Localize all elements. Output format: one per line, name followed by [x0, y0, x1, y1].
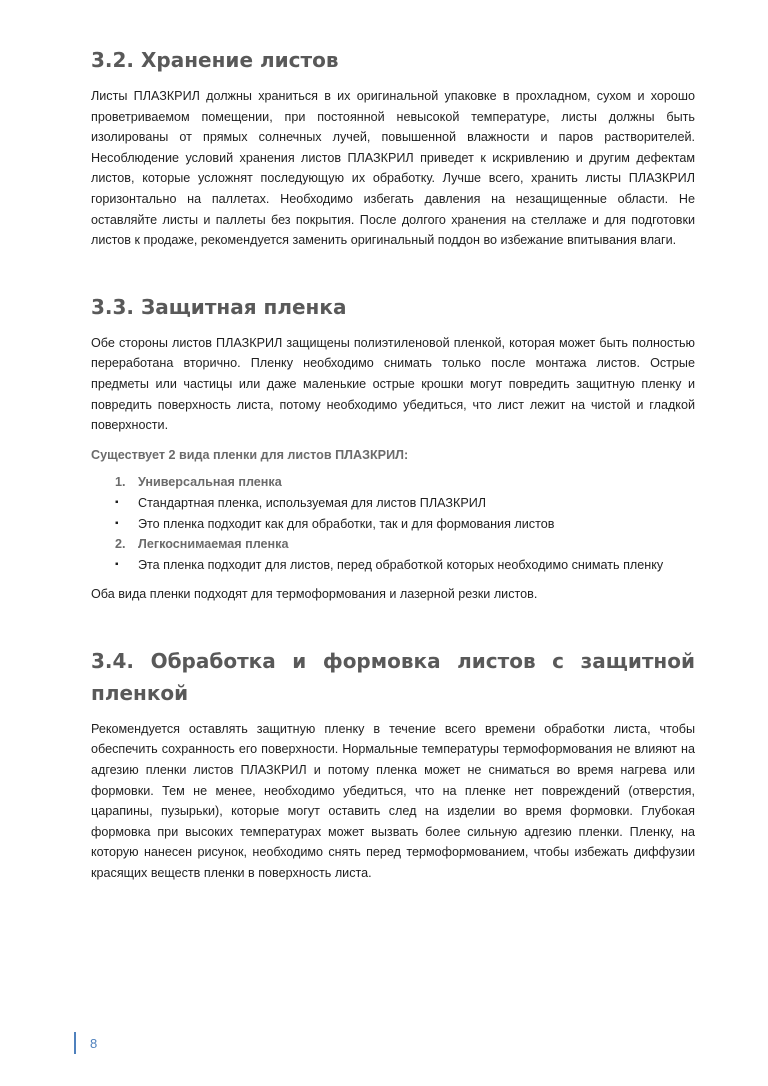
list-number: 2.	[115, 537, 126, 552]
page-footer	[74, 1032, 97, 1054]
list-item-text: Стандартная пленка, используемая для листов ПЛАЗКРИЛ	[138, 495, 487, 510]
square-bullet-icon: ▪	[115, 558, 119, 570]
section-heading-protective-film: 3.3. Защитная пленка	[91, 294, 347, 319]
section-heading-storage: 3.2. Хранение листов	[91, 48, 339, 72]
list-item	[91, 555, 695, 576]
list-item	[91, 514, 695, 535]
page-number: 8	[90, 1035, 98, 1051]
list-item-text: Это пленка подходит как для обработки, так и для формования листов	[138, 516, 555, 531]
square-bullet-icon: ▪	[115, 517, 119, 529]
square-bullet-icon: ▪	[115, 496, 119, 508]
section-heading-processing: 3.4. Обработка и формовка листов с защитной пленкой	[91, 648, 695, 705]
footer-accent-bar	[74, 1032, 76, 1054]
section-paragraph-protective-film: Обе стороны листов ПЛАЗКРИЛ защищены полиэтиленовой пленкой, которая может быть полностью переработана вторично. Пленку необходимо снимать только после монтажа листов. Острые предметы или частицы или даже маленькие острые крошки могут повредить защитную пленку и повредить поверхность листа, потому необходимо убедиться, что лист лежит на чистой и гладкой поверхности.	[91, 335, 695, 433]
film-types-list	[91, 472, 695, 575]
list-item-text: Легкоснимаемая пленка	[138, 537, 289, 552]
list-item-text: Универсальная пленка	[138, 475, 282, 490]
section-paragraph-processing: Рекомендуется оставлять защитную пленку в течение всего времени обработки листа, чтобы обеспечить сохранность его поверхности. Нормальные температуры термоформования не влияют на адгезию пленки листов ПЛАЗКРИЛ и потому пленка может не сниматься во время нагрева или формовки. Тем не менее, необходимо убедиться, что на пленке нет повреждений (отверстия, царапины, пузырьки), которые могут оставить след на изделии во время формовки. Глубокая формовка при высоких температурах может вызвать более сильную адгезию пленки. Пленку, на которую нанесен рисунок, необходимо снять перед термоформованием, чтобы избежать диффузии красящих веществ пленки в поверхность листа.	[91, 721, 695, 881]
list-item-text: Эта пленка подходит для листов, перед обработкой которых необходимо снимать пленку	[138, 557, 664, 572]
list-number: 1.	[115, 475, 126, 490]
film-types-subheading: Существует 2 вида пленки для листов ПЛАЗКРИЛ:	[91, 447, 409, 462]
film-types-closing: Оба вида пленки подходят для термоформования и лазерной резки листов.	[91, 587, 538, 602]
list-item	[91, 493, 695, 514]
list-item	[91, 534, 695, 555]
section-paragraph-storage: Листы ПЛАЗКРИЛ должны храниться в их оригинальной упаковке в прохладном, сухом и хорошо проветриваемом помещении, при постоянной невысокой температуре, листы должны быть изолированы от прямых солнечных лучей, повышенной влажности и паров растворителей. Несоблюдение условий хранения листов ПЛАЗКРИЛ приведет к искривлению и другим дефектам листов, которые усложнят последующую их обработку. Лучше всего, хранить листы ПЛАЗКРИЛ горизонтально на паллетах. Необходимо избегать давления на незащищенные области. Не оставляйте листы и паллеты без покрытия. После долгого хранения на стеллаже и для подготовки листов к продаже, рекомендуется заменить оригинальный поддон во избежание впитывания влаги.	[91, 89, 695, 248]
list-item	[91, 472, 695, 493]
document-page	[91, 44, 695, 884]
